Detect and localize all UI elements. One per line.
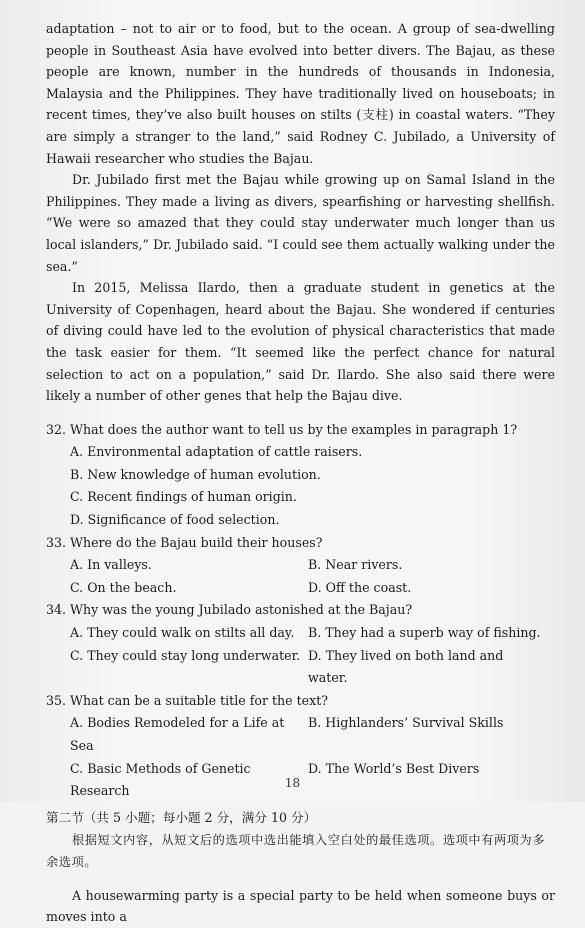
- option-d[interactable]: D. Significance of food selection.: [70, 512, 280, 528]
- next-passage-first-line: A housewarming party is a special party to be held when someone buys or moves into a: [46, 887, 555, 925]
- question-stem: 33. Where do the Bajau build their houses?: [46, 534, 323, 550]
- option-a[interactable]: A. In valleys.: [70, 557, 152, 573]
- passage-paragraph-3: In 2015, Melissa Ilardo, then a graduate student in genetics at the University of Copenhagen, heard about the Bajau. She wondered if centuries of diving could have led to the evolution of physical characteristics that made the task easier for them. “It seemed like the perfect chance for natural selection to act on a population,” said Dr. Ilardo. She also said there were likely a number of other genes that help the Bajau dive.: [46, 280, 555, 404]
- option-d[interactable]: D. Off the coast.: [308, 579, 412, 595]
- option-d[interactable]: D. They lived on both land and water.: [308, 647, 504, 686]
- question-33: [46, 532, 555, 600]
- question-list: [46, 419, 555, 803]
- passage-paragraph-1: adaptation – not to air or to food, but to the ocean. A group of sea-dwelling people in Southeast Asia have evolved into better divers. The Bajau, as these people are known, number in the hundreds of thousands in Indonesia, Malaysia and the Philippines. They have traditionally lived on houseboats; in recent times, they’ve also built houses on stilts (支柱) in coastal waters. “They are simply a stranger to the land,” said Rodney C. Jubilado, a University of Hawaii researcher who studies the Bajau.: [46, 21, 555, 166]
- section-instruction: 根据短文内容，从短文后的选项中选出能填入空白处的最佳选项。选项中有两项为多余选项。: [46, 832, 546, 869]
- question-34: [46, 599, 555, 689]
- option-b[interactable]: B. They had a superb way of fishing.: [308, 625, 541, 641]
- question-stem: 34. Why was the young Jubilado astonished at the Bajau?: [46, 602, 413, 618]
- passage: [46, 18, 555, 407]
- option-b[interactable]: B. Highlanders’ Survival Skills: [308, 715, 504, 731]
- passage-paragraph-2: Dr. Jubilado first met the Bajau while growing up on Samal Island in the Philippines. They made a living as divers, spearfishing or harvesting shellfish. “We were so amazed that they could stay underwater much longer than us local islanders,” Dr. Jubilado said. “I could see them actually walking under the sea.”: [46, 172, 555, 274]
- option-grid: [46, 554, 555, 599]
- option-b[interactable]: B. Near rivers.: [308, 557, 403, 573]
- page-number: 18: [284, 776, 301, 790]
- option-grid: [46, 622, 555, 690]
- option-d[interactable]: D. The World’s Best Divers: [308, 760, 480, 776]
- option-c[interactable]: C. On the beach.: [70, 579, 177, 595]
- option-a[interactable]: A. Environmental adaptation of cattle raisers.: [70, 444, 363, 460]
- option-c[interactable]: C. They could stay long underwater.: [70, 647, 301, 663]
- option-a[interactable]: A. Bodies Remodeled for a Life at Sea: [70, 715, 285, 753]
- option-list: [46, 441, 555, 531]
- question-32: [46, 419, 555, 532]
- option-c[interactable]: C. Basic Methods of Genetic Research: [70, 760, 251, 799]
- option-c[interactable]: C. Recent findings of human origin.: [70, 489, 297, 505]
- option-a[interactable]: A. They could walk on stilts all day.: [70, 625, 295, 641]
- section-header: 第二节（共 5 小题；每小题 2 分，满分 10 分）: [46, 809, 317, 825]
- question-stem: 32. What does the author want to tell us by the examples in paragraph 1?: [46, 421, 518, 437]
- option-b[interactable]: B. New knowledge of human evolution.: [70, 466, 321, 482]
- question-stem: 35. What can be a suitable title for the text?: [46, 692, 329, 708]
